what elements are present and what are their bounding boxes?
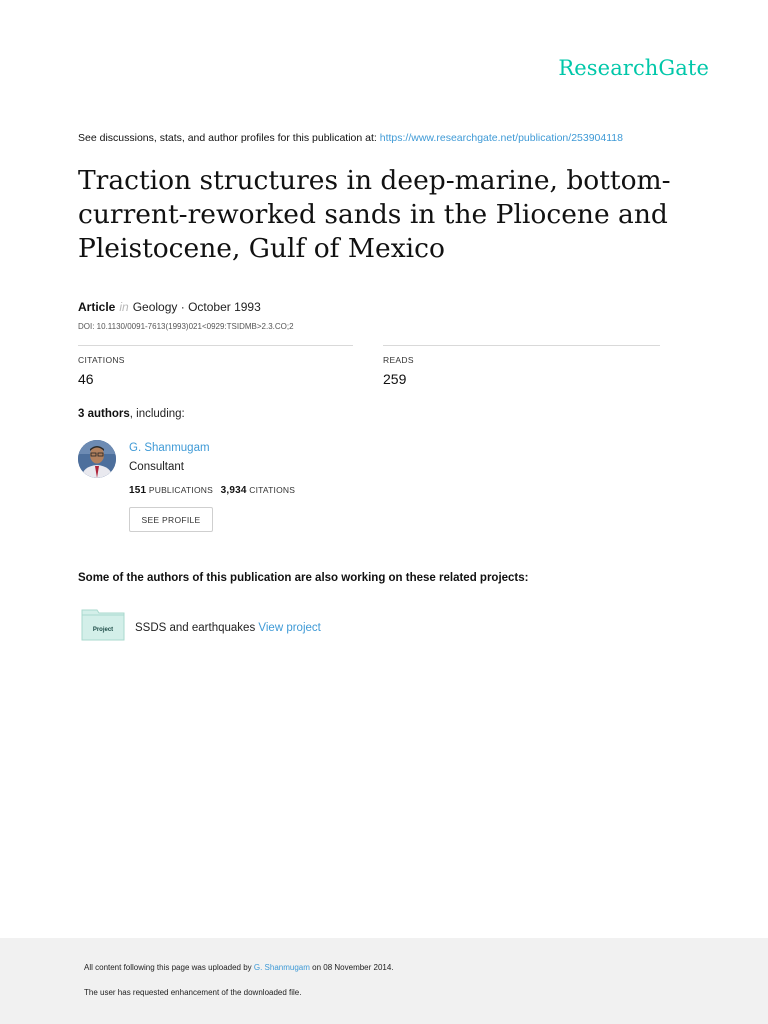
reads-divider [383, 345, 660, 346]
related-projects-heading: Some of the authors of this publication are also working on these related projects: [78, 572, 529, 584]
author-publications-label: PUBLICATIONS [148, 485, 213, 495]
researchgate-logo[interactable]: ResearchGate [558, 56, 709, 80]
uploader-link[interactable]: G. Shanmugam [253, 963, 310, 972]
footer-bar [0, 938, 768, 1024]
author-role: Consultant [129, 461, 184, 473]
discussion-notice [78, 132, 623, 144]
discussion-prefix: See discussions, stats, and author profiles for this publication at: [78, 132, 380, 144]
author-citations-count: 3,934 [220, 485, 247, 496]
doi: DOI: 10.1130/0091-7613(1993)021<0929:TSIDMB>2.3.CO;2 [78, 322, 294, 331]
upload-prefix: All content following this page was uploaded by [84, 963, 254, 972]
publication-type: Article [78, 300, 116, 314]
project-icon-label: Project [92, 627, 114, 633]
publication-url-link[interactable]: https://www.researchgate.net/publication/253904118 [379, 132, 623, 144]
author-photo-icon [78, 440, 116, 478]
enhancement-notice: The user has requested enhancement of the downloaded file. [84, 988, 302, 997]
publication-title: Traction structures in deep-marine, bottom-current-reworked sands in the Pliocene and Pleistocene, Gulf of Mexico [78, 165, 671, 264]
author-name-link[interactable]: G. Shanmugam [129, 442, 210, 454]
view-project-link[interactable]: View project [258, 622, 321, 634]
author-avatar[interactable] [78, 440, 116, 478]
citations-value: 46 [78, 371, 94, 387]
reads-value: 259 [383, 371, 407, 387]
upload-notice [84, 963, 394, 972]
author-stats [129, 485, 295, 496]
project-entry [135, 622, 321, 634]
see-profile-button[interactable]: SEE PROFILE [129, 507, 213, 532]
authors-count: 3 authors [78, 408, 130, 420]
authors-including: , including: [129, 408, 185, 420]
project-folder-icon [81, 609, 125, 641]
reads-label: READS [383, 355, 414, 365]
venue-date: Geology · October 1993 [132, 300, 261, 314]
citations-divider [78, 345, 353, 346]
author-citations-label: CITATIONS [249, 485, 296, 495]
citations-label: CITATIONS [78, 355, 125, 365]
upload-date: on 08 November 2014. [309, 963, 394, 972]
project-name: SSDS and earthquakes [135, 622, 256, 634]
author-publications-count: 151 [129, 485, 147, 496]
in-word: in [119, 300, 129, 314]
publication-meta [78, 300, 261, 314]
authors-heading [78, 408, 185, 420]
